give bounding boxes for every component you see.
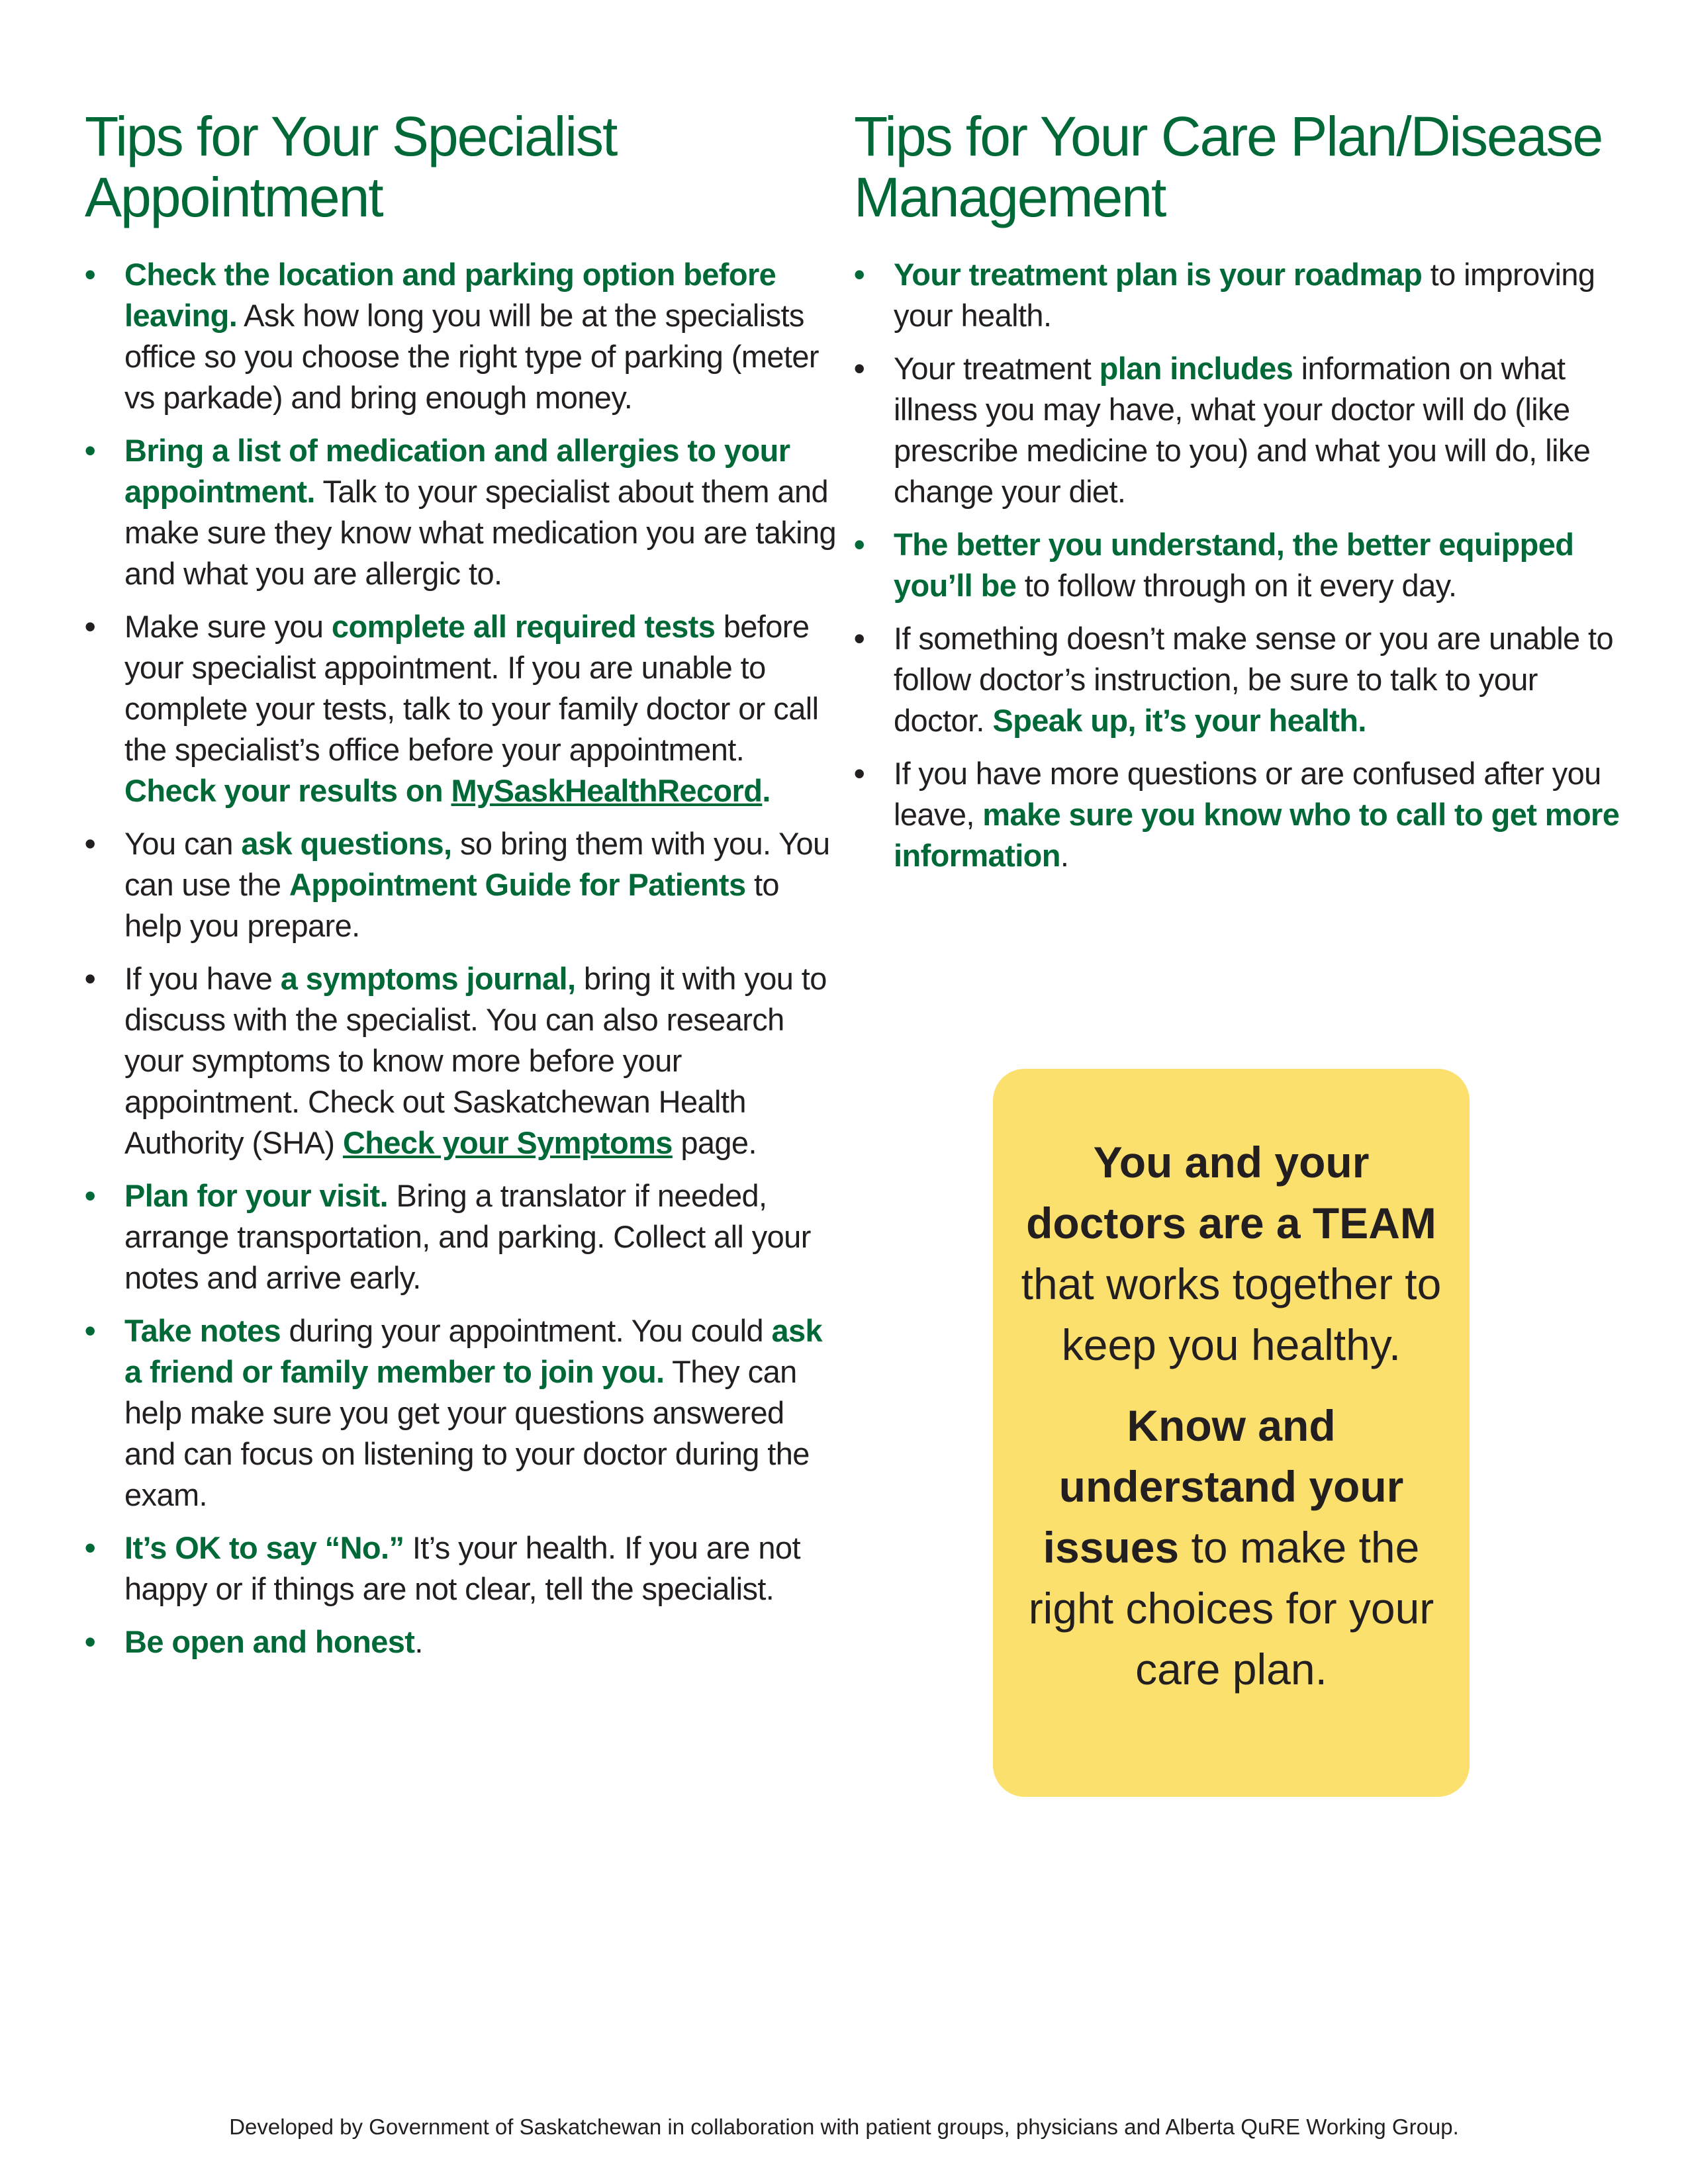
bullet-icon: • xyxy=(85,961,95,996)
list-item: • If you have a symptoms journal, bring it with you to discuss with the specialist. You can also research your symptoms to know more before your appointment. Check out Saskatchewan Health Authority (SHA) Check your Symptoms page. xyxy=(85,958,839,1163)
list-item: • Plan for your visit. Bring a translator if needed, arrange transportation, and parking. Collect all your notes and arrive early. xyxy=(85,1175,839,1298)
bullet-icon: • xyxy=(85,1178,95,1213)
list-item: • Bring a list of medication and allergies to your appointment. Talk to your specialist about them and make sure they know what medication you are taking and what you are allergic to. xyxy=(85,430,839,594)
list-item: • Check the location and parking option before leaving. Ask how long you will be at the specialists office so you choose the right type of parking (meter vs parkade) and bring enough money. xyxy=(85,254,839,418)
callout-paragraph-team: You and your doctors are a TEAM that works together to keep you healthy. xyxy=(1021,1138,1442,1369)
bullet-icon: • xyxy=(854,257,865,292)
list-item: • If something doesn’t make sense or you are unable to follow doctor’s instruction, be sure to talk to your doctor. Speak up, it’s your health. xyxy=(854,618,1622,741)
care-plan-tips-section xyxy=(854,106,1622,888)
list-item: • You can ask questions, so bring them with you. You can use the Appointment Guide for Patients to help you prepare. xyxy=(85,823,839,946)
check-your-symptoms-link[interactable]: Check your Symptoms xyxy=(342,1125,673,1160)
mysaskhealthrecord-link[interactable]: MySaskHealthRecord xyxy=(451,773,763,808)
bullet-icon: • xyxy=(85,609,95,644)
bullet-icon: • xyxy=(85,826,95,861)
list-item: • Take notes during your appointment. You could ask a friend or family member to join you. They can help make sure you get your questions answered and can focus on listening to your doctor during the exam. xyxy=(85,1310,839,1516)
bullet-icon: • xyxy=(854,351,865,386)
team-callout-box xyxy=(993,1069,1470,1797)
footer-credit: Developed by Government of Saskatchewan in collaboration with patient groups, physicians and Alberta QuRE Working Group. xyxy=(229,2115,1459,2139)
bullet-icon: • xyxy=(85,257,95,292)
bullet-icon: • xyxy=(854,756,865,791)
list-item: • Your treatment plan includes information on what illness you may have, what your doctor will do (like prescribe medicine to you) and what you will do, like change your diet. xyxy=(854,348,1622,512)
bullet-icon: • xyxy=(85,1624,95,1659)
bullet-icon: • xyxy=(854,527,865,562)
specialist-tips-section xyxy=(85,106,839,1674)
list-item: • Make sure you complete all required tests before your specialist appointment. If you are unable to complete your tests, talk to your family doctor or call the specialist’s office before your appointment. Check your results on MySaskHealthRecord. xyxy=(85,606,839,811)
care-plan-tips-list xyxy=(854,254,1622,876)
bullet-icon: • xyxy=(85,1313,95,1348)
list-item: • It’s OK to say “No.” It’s your health. If you are not happy or if things are not clear, tell the specialist. xyxy=(85,1527,839,1610)
specialist-tips-list xyxy=(85,254,839,1662)
bullet-icon: • xyxy=(85,1530,95,1565)
bullet-icon: • xyxy=(854,621,865,656)
bullet-icon: • xyxy=(85,433,95,468)
callout-paragraph-understand: Know and understand your issues to make the right choices for your care plan. xyxy=(1028,1401,1434,1694)
list-item: • If you have more questions or are confused after you leave, make sure you know who to call to get more information. xyxy=(854,753,1622,876)
care-plan-tips-title: Tips for Your Care Plan/Disease Management xyxy=(854,105,1603,228)
list-item: • Be open and honest. xyxy=(85,1621,839,1662)
specialist-tips-title: Tips for Your Specialist Appointment xyxy=(85,105,617,228)
list-item: • Your treatment plan is your roadmap to improving your health. xyxy=(854,254,1622,336)
list-item: • The better you understand, the better equipped you’ll be to follow through on it every day. xyxy=(854,524,1622,606)
